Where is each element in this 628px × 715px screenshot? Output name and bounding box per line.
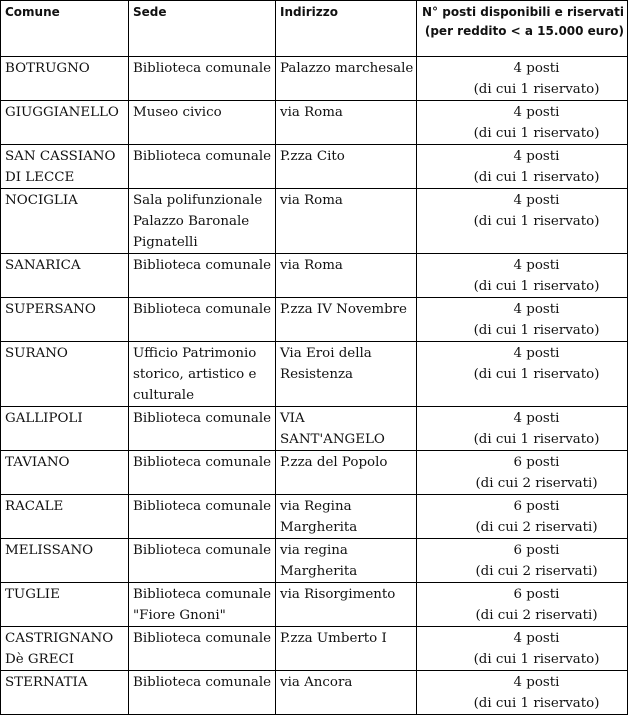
cell-comune	[1, 627, 129, 671]
cell-posti	[417, 145, 628, 189]
cell-sede	[129, 57, 276, 101]
cell-posti-line: (di cui 1 riservato)	[473, 126, 600, 141]
cell-indirizzo-line: SANT'ANGELO	[280, 432, 385, 447]
cell-sede-line: Biblioteca comunale	[133, 411, 272, 426]
cell-posti-line: (di cui 1 riservato)	[473, 214, 600, 229]
cell-sede-line: Biblioteca comunale	[133, 258, 272, 273]
cell-sede	[129, 189, 276, 254]
header-posti	[417, 1, 628, 57]
cell-comune-line: RACALE	[5, 499, 64, 514]
cell-posti-line: 4 posti	[513, 631, 560, 646]
cell-comune	[1, 57, 129, 101]
header-row	[1, 1, 628, 57]
cell-comune	[1, 189, 129, 254]
cell-comune-line: DI LECCE	[5, 170, 75, 185]
table-row	[1, 298, 628, 342]
table-row	[1, 57, 628, 101]
cell-indirizzo	[276, 495, 417, 539]
cell-posti	[417, 189, 628, 254]
cell-comune-line: NOCIGLIA	[5, 193, 78, 208]
cell-sede-line: Biblioteca comunale	[133, 543, 272, 558]
cell-sede-line: Sala polifunzionale	[133, 193, 263, 208]
cell-indirizzo-line: P.zza Umberto I	[280, 631, 387, 646]
cell-comune	[1, 254, 129, 298]
cell-indirizzo-line: VIA	[280, 411, 305, 426]
cell-indirizzo-line: Margherita	[280, 520, 358, 535]
cell-sede-line: Biblioteca comunale	[133, 631, 272, 646]
cell-posti	[417, 495, 628, 539]
cell-posti-line: 4 posti	[513, 675, 560, 690]
cell-posti-line: (di cui 2 riservati)	[475, 476, 598, 491]
cell-comune	[1, 101, 129, 145]
cell-indirizzo-line: Palazzo marchesale	[280, 61, 414, 76]
cell-comune	[1, 495, 129, 539]
cell-indirizzo-line: via Roma	[280, 193, 343, 208]
table-row	[1, 342, 628, 407]
cell-comune-line: STERNATIA	[5, 675, 88, 690]
cell-indirizzo	[276, 407, 417, 451]
table-row	[1, 145, 628, 189]
header-sede: Sede	[129, 1, 276, 57]
cell-comune-line: CASTRIGNANO	[5, 631, 114, 646]
cell-sede	[129, 671, 276, 715]
table-row	[1, 451, 628, 495]
table-row	[1, 101, 628, 145]
cell-comune-line: SURANO	[5, 346, 68, 361]
cell-comune-line: SANARICA	[5, 258, 81, 273]
cell-indirizzo	[276, 451, 417, 495]
header-indirizzo: Indirizzo	[276, 1, 417, 57]
cell-sede	[129, 342, 276, 407]
cell-posti-line: 6 posti	[513, 499, 560, 514]
cell-indirizzo	[276, 583, 417, 627]
cell-posti-line: (di cui 1 riservato)	[473, 279, 600, 294]
cell-posti-line: (di cui 1 riservato)	[473, 323, 600, 338]
cell-sede	[129, 539, 276, 583]
cell-indirizzo	[276, 298, 417, 342]
cell-comune	[1, 671, 129, 715]
cell-comune-line: SAN CASSIANO	[5, 149, 116, 164]
table-row	[1, 495, 628, 539]
cell-indirizzo-line: via Ancora	[280, 675, 353, 690]
cell-posti	[417, 298, 628, 342]
cell-sede-line: Biblioteca comunale	[133, 587, 272, 602]
cell-posti-line: 4 posti	[513, 258, 560, 273]
header-posti-line2: (per reddito < a 15.000 euro)	[424, 24, 624, 38]
cell-comune-line: GIUGGIANELLO	[5, 105, 119, 120]
cell-posti-line: 6 posti	[513, 543, 560, 558]
cell-sede-line: Biblioteca comunale	[133, 499, 272, 514]
cell-posti	[417, 342, 628, 407]
table-row	[1, 671, 628, 715]
cell-posti	[417, 407, 628, 451]
cell-indirizzo	[276, 254, 417, 298]
header-comune: Comune	[1, 1, 129, 57]
cell-posti-line: 4 posti	[513, 193, 560, 208]
cell-posti-line: (di cui 1 riservato)	[473, 652, 600, 667]
cell-posti-line: 4 posti	[513, 149, 560, 164]
cell-posti	[417, 627, 628, 671]
cell-indirizzo-line: via Roma	[280, 258, 343, 273]
cell-posti	[417, 671, 628, 715]
cell-indirizzo	[276, 627, 417, 671]
cell-sede	[129, 627, 276, 671]
cell-indirizzo-line: via Regina	[280, 499, 352, 514]
table-row	[1, 627, 628, 671]
cell-indirizzo-line: Via Eroi della	[280, 346, 372, 361]
cell-posti-line: 4 posti	[513, 105, 560, 120]
cell-indirizzo-line: P.zza del Popolo	[280, 455, 388, 470]
cell-comune	[1, 583, 129, 627]
cell-posti-line: (di cui 1 riservato)	[473, 367, 600, 382]
cell-posti-line: (di cui 2 riservati)	[475, 520, 598, 535]
cell-indirizzo-line: P.zza Cito	[280, 149, 345, 164]
cell-sede-line: Biblioteca comunale	[133, 675, 272, 690]
cell-posti	[417, 57, 628, 101]
cell-posti-line: 6 posti	[513, 455, 560, 470]
cell-indirizzo-line: Margherita	[280, 564, 358, 579]
cell-posti	[417, 539, 628, 583]
cell-comune	[1, 342, 129, 407]
cell-posti-line: 4 posti	[513, 61, 560, 76]
cell-sede	[129, 254, 276, 298]
cell-sede-line: culturale	[133, 388, 195, 403]
cell-posti-line: (di cui 1 riservato)	[473, 82, 600, 97]
cell-posti	[417, 254, 628, 298]
cell-indirizzo-line: via Risorgimento	[280, 587, 396, 602]
cell-sede	[129, 495, 276, 539]
cell-sede-line: Museo civico	[133, 105, 222, 120]
cell-posti-line: (di cui 2 riservati)	[475, 608, 598, 623]
cell-comune-line: GALLIPOLI	[5, 411, 83, 426]
cell-sede	[129, 407, 276, 451]
cell-posti-line: 4 posti	[513, 346, 560, 361]
cell-sede	[129, 145, 276, 189]
cell-sede-line: Pignatelli	[133, 235, 198, 250]
table-row	[1, 407, 628, 451]
cell-indirizzo	[276, 145, 417, 189]
table-row	[1, 189, 628, 254]
cell-comune	[1, 407, 129, 451]
cell-posti	[417, 451, 628, 495]
cell-indirizzo	[276, 539, 417, 583]
cell-indirizzo	[276, 189, 417, 254]
cell-posti-line: 6 posti	[513, 587, 560, 602]
cell-sede	[129, 451, 276, 495]
cell-comune	[1, 145, 129, 189]
cell-sede-line: Biblioteca comunale	[133, 302, 272, 317]
cell-posti-line: (di cui 1 riservato)	[473, 170, 600, 185]
cell-comune-line: TAVIANO	[5, 455, 70, 470]
cell-comune	[1, 539, 129, 583]
table-row	[1, 539, 628, 583]
cell-sede-line: Ufficio Patrimonio	[133, 346, 257, 361]
cell-sede-line: storico, artistico e	[133, 367, 257, 382]
cell-indirizzo-line: via regina	[280, 543, 348, 558]
cell-sede	[129, 298, 276, 342]
cell-sede-line: "Fiore Gnoni"	[133, 608, 226, 623]
cell-comune-line: TUGLIE	[5, 587, 60, 602]
cell-sede-line: Palazzo Baronale	[133, 214, 250, 229]
cell-sede-line: Biblioteca comunale	[133, 149, 272, 164]
cell-indirizzo	[276, 342, 417, 407]
cell-indirizzo-line: Resistenza	[280, 367, 354, 382]
cell-posti-line: (di cui 2 riservati)	[475, 564, 598, 579]
cell-indirizzo-line: P.zza IV Novembre	[280, 302, 407, 317]
cell-comune-line: Dè GRECI	[5, 652, 75, 667]
cell-posti-line: (di cui 1 riservato)	[473, 696, 600, 711]
cell-comune	[1, 451, 129, 495]
table-row	[1, 583, 628, 627]
cell-posti	[417, 583, 628, 627]
cell-comune-line: SUPERSANO	[5, 302, 96, 317]
cell-sede-line: Biblioteca comunale	[133, 455, 272, 470]
cell-sede	[129, 101, 276, 145]
header-posti-line1: N° posti disponibili e riservati	[422, 5, 624, 19]
cell-comune-line: MELISSANO	[5, 543, 94, 558]
cell-indirizzo	[276, 57, 417, 101]
cell-indirizzo	[276, 671, 417, 715]
cell-comune-line: BOTRUGNO	[5, 61, 90, 76]
cell-sede-line: Biblioteca comunale	[133, 61, 272, 76]
cell-posti-line: 4 posti	[513, 411, 560, 426]
cell-indirizzo-line: via Roma	[280, 105, 343, 120]
cell-indirizzo	[276, 101, 417, 145]
cell-sede	[129, 583, 276, 627]
cell-posti-line: 4 posti	[513, 302, 560, 317]
cell-posti-line: (di cui 1 riservato)	[473, 432, 600, 447]
table-row	[1, 254, 628, 298]
cell-comune	[1, 298, 129, 342]
cell-posti	[417, 101, 628, 145]
